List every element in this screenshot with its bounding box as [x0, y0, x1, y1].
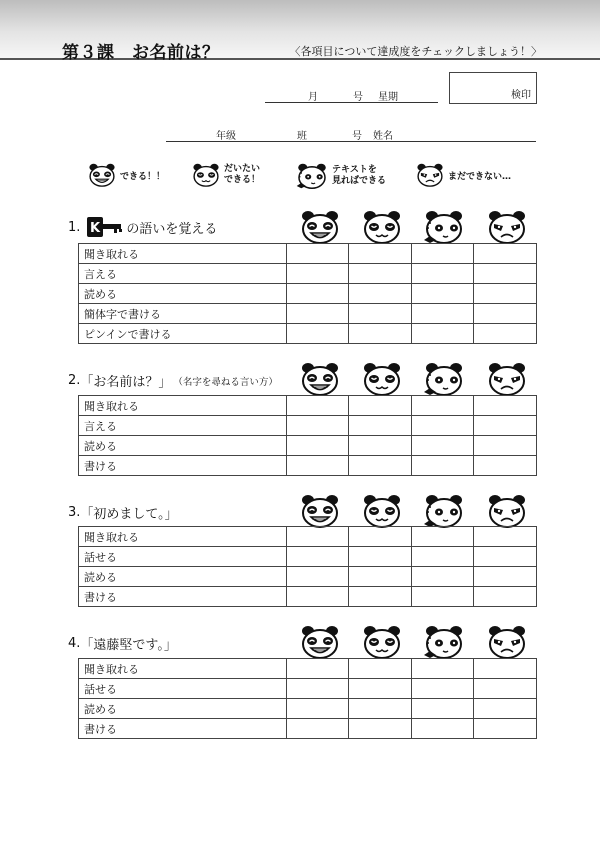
check-cell[interactable] — [411, 456, 474, 476]
check-cell[interactable] — [286, 547, 349, 567]
check-cell[interactable] — [349, 679, 412, 699]
section-number: 4. — [68, 636, 81, 651]
table-row — [79, 264, 537, 284]
check-cell[interactable] — [286, 396, 349, 416]
check-cell[interactable] — [474, 719, 537, 739]
check-cell[interactable] — [474, 324, 537, 344]
check-cell[interactable] — [349, 324, 412, 344]
check-cell[interactable] — [474, 304, 537, 324]
content-panda-icon — [192, 163, 220, 187]
skill-label: 聞き取れる — [79, 659, 287, 679]
sad-panda-icon — [487, 362, 527, 396]
number-label: 号 — [352, 131, 362, 142]
table-row — [79, 304, 537, 324]
table-row — [79, 456, 537, 476]
book-panda-icon — [424, 210, 464, 244]
check-cell[interactable] — [286, 324, 349, 344]
section-1-table — [78, 243, 537, 344]
day-label: 号 — [353, 92, 363, 103]
section-4-table — [78, 658, 537, 739]
legend-item-with-text — [296, 163, 386, 189]
section-2-table — [78, 395, 537, 476]
check-cell[interactable] — [474, 547, 537, 567]
check-cell[interactable] — [411, 527, 474, 547]
content-panda-icon — [362, 362, 402, 396]
check-cell[interactable] — [474, 244, 537, 264]
content-panda-icon — [362, 625, 402, 659]
check-cell[interactable] — [474, 567, 537, 587]
check-cell[interactable] — [411, 416, 474, 436]
check-cell[interactable] — [474, 396, 537, 416]
happy-panda-icon — [88, 163, 116, 187]
check-cell[interactable] — [474, 264, 537, 284]
check-cell[interactable] — [411, 719, 474, 739]
skill-label: 聞き取れる — [79, 527, 287, 547]
skill-label: ピンインで書ける — [79, 324, 287, 344]
check-cell[interactable] — [286, 264, 349, 284]
check-cell[interactable] — [474, 436, 537, 456]
check-cell[interactable] — [411, 587, 474, 607]
check-cell[interactable] — [474, 699, 537, 719]
check-cell[interactable] — [349, 284, 412, 304]
table-row — [79, 244, 537, 264]
table-row — [79, 324, 537, 344]
legend-line: テキストを — [332, 165, 377, 175]
check-cell[interactable] — [349, 547, 412, 567]
check-cell[interactable] — [411, 547, 474, 567]
happy-panda-icon — [300, 625, 340, 659]
grade-label: 年级 — [216, 131, 236, 142]
name-label: 姓名 — [373, 131, 393, 142]
skill-label: 書ける — [79, 456, 287, 476]
check-cell[interactable] — [286, 527, 349, 547]
check-cell[interactable] — [349, 264, 412, 284]
check-cell[interactable] — [286, 587, 349, 607]
book-panda-icon — [424, 362, 464, 396]
skill-label: 言える — [79, 264, 287, 284]
section-title: 「初めまして。」 — [80, 507, 178, 522]
skill-label: 読める — [79, 284, 287, 304]
check-cell[interactable] — [474, 527, 537, 547]
stamp-label: 検印 — [511, 90, 531, 101]
check-cell[interactable] — [349, 416, 412, 436]
student-info-line[interactable] — [166, 125, 536, 142]
legend-line: だいたい — [224, 164, 261, 174]
happy-panda-icon — [300, 362, 340, 396]
section-3-heading — [68, 503, 178, 522]
check-cell[interactable] — [349, 567, 412, 587]
check-cell[interactable] — [411, 244, 474, 264]
class-label: 班 — [297, 131, 307, 142]
table-row — [79, 719, 537, 739]
book-panda-icon — [296, 163, 328, 189]
legend-text: まだできない… — [448, 171, 512, 182]
lesson-subtitle: 〈各項目について達成度をチェックしましょう！〉 — [289, 45, 542, 58]
legend-text — [332, 165, 386, 187]
check-cell[interactable] — [411, 284, 474, 304]
check-cell[interactable] — [474, 679, 537, 699]
month-label: 月 — [308, 92, 318, 103]
sad-panda-icon — [487, 494, 527, 528]
section-number: 1. — [68, 219, 81, 235]
check-cell[interactable] — [411, 324, 474, 344]
check-cell[interactable] — [349, 304, 412, 324]
check-cell[interactable] — [286, 567, 349, 587]
section-number: 3. — [68, 505, 81, 520]
skill-label: 読める — [79, 436, 287, 456]
section-1-heading — [68, 216, 217, 238]
check-cell[interactable] — [286, 699, 349, 719]
skill-label: 言える — [79, 416, 287, 436]
skill-label: 書ける — [79, 719, 287, 739]
check-cell[interactable] — [411, 264, 474, 284]
check-cell[interactable] — [411, 679, 474, 699]
skill-label: 聞き取れる — [79, 244, 287, 264]
check-cell[interactable] — [349, 699, 412, 719]
table-row — [79, 659, 537, 679]
svg-text:K: K — [90, 221, 101, 236]
check-cell[interactable] — [349, 436, 412, 456]
check-cell[interactable] — [286, 679, 349, 699]
legend-line: できる！ — [224, 175, 261, 185]
legend-text: できる！！ — [120, 171, 166, 182]
table-row — [79, 436, 537, 456]
check-cell[interactable] — [474, 659, 537, 679]
date-line[interactable] — [265, 86, 438, 103]
section-note: （名字を尋ねる言い方） — [173, 376, 278, 388]
sad-panda-icon — [416, 163, 444, 187]
happy-panda-icon — [300, 494, 340, 528]
check-cell[interactable] — [286, 284, 349, 304]
check-cell[interactable] — [286, 244, 349, 264]
sad-panda-icon — [487, 210, 527, 244]
table-row — [79, 547, 537, 567]
check-cell[interactable] — [286, 416, 349, 436]
skill-label: 簡体字で書ける — [79, 304, 287, 324]
check-cell[interactable] — [349, 659, 412, 679]
check-cell[interactable] — [286, 659, 349, 679]
section-3-table — [78, 526, 537, 607]
check-cell[interactable] — [286, 436, 349, 456]
table-row — [79, 284, 537, 304]
check-cell[interactable] — [474, 587, 537, 607]
table-row — [79, 396, 537, 416]
key-icon — [86, 216, 124, 238]
legend-line: 見ればできる — [332, 176, 387, 186]
weekday-label: 星期 — [378, 92, 398, 103]
lesson-title: 第３課 お名前は？ — [62, 43, 220, 63]
check-cell[interactable] — [411, 396, 474, 416]
table-row — [79, 587, 537, 607]
table-row — [79, 679, 537, 699]
content-panda-icon — [362, 210, 402, 244]
stamp-box — [449, 72, 537, 104]
section-title: 「お名前は？」 — [80, 375, 172, 390]
check-cell[interactable] — [411, 436, 474, 456]
check-cell[interactable] — [411, 659, 474, 679]
table-row — [79, 416, 537, 436]
check-cell[interactable] — [349, 244, 412, 264]
table-row — [79, 699, 537, 719]
check-cell[interactable] — [411, 304, 474, 324]
check-cell[interactable] — [474, 284, 537, 304]
check-cell[interactable] — [349, 527, 412, 547]
legend-item-can-do — [88, 163, 165, 187]
check-cell[interactable] — [349, 587, 412, 607]
skill-label: 聞き取れる — [79, 396, 287, 416]
skill-label: 話せる — [79, 547, 287, 567]
skill-label: 書ける — [79, 587, 287, 607]
sad-panda-icon — [487, 625, 527, 659]
section-title: の語いを覚える — [126, 221, 218, 237]
table-row — [79, 567, 537, 587]
skill-label: 読める — [79, 699, 287, 719]
check-cell[interactable] — [286, 456, 349, 476]
check-cell[interactable] — [474, 456, 537, 476]
check-cell[interactable] — [474, 416, 537, 436]
content-panda-icon — [362, 494, 402, 528]
book-panda-icon — [424, 625, 464, 659]
happy-panda-icon — [300, 210, 340, 244]
table-row — [79, 527, 537, 547]
section-4-heading — [68, 634, 177, 653]
check-cell[interactable] — [349, 456, 412, 476]
skill-label: 読める — [79, 567, 287, 587]
check-cell[interactable] — [411, 699, 474, 719]
legend-item-mostly — [192, 163, 260, 187]
book-panda-icon — [424, 494, 464, 528]
check-cell[interactable] — [411, 567, 474, 587]
check-cell[interactable] — [286, 304, 349, 324]
check-cell[interactable] — [349, 396, 412, 416]
check-cell[interactable] — [349, 719, 412, 739]
skill-label: 話せる — [79, 679, 287, 699]
legend — [0, 163, 600, 193]
section-title: 「遠藤堅です。」 — [80, 638, 177, 653]
legend-text — [224, 164, 260, 186]
legend-item-cannot-yet — [416, 163, 511, 187]
section-2-heading — [68, 371, 278, 390]
check-cell[interactable] — [286, 719, 349, 739]
section-number: 2. — [68, 373, 81, 388]
